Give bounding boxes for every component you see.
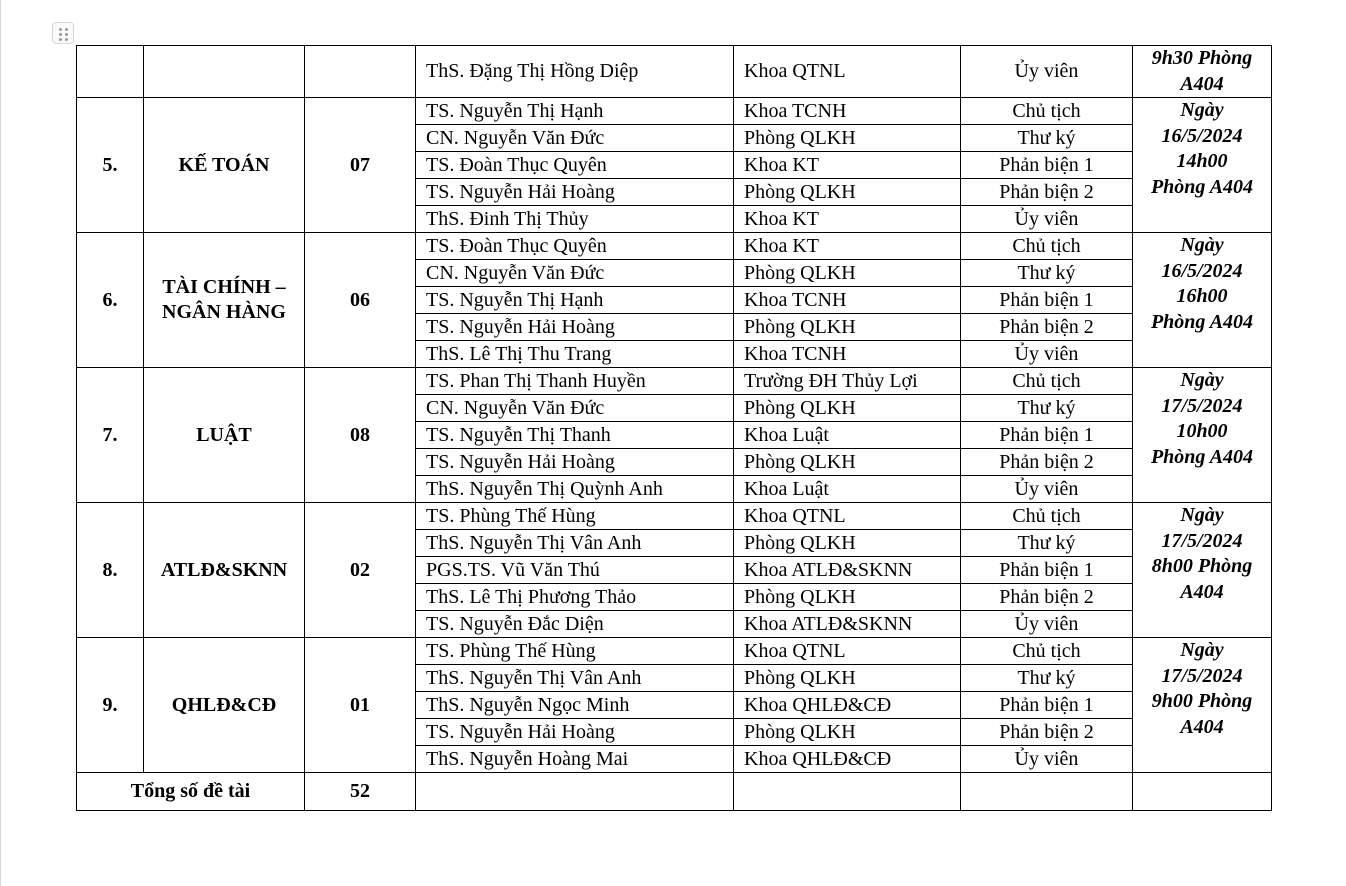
member-unit: Phòng QLKH — [734, 719, 961, 746]
table-drag-handle-icon[interactable] — [52, 22, 74, 44]
schedule-line: 17/5/2024 — [1161, 394, 1243, 417]
schedule-line: A404 — [1180, 715, 1224, 738]
member-unit: Phòng QLKH — [734, 449, 961, 476]
schedule-line: 9h00 Phòng — [1151, 690, 1253, 712]
schedule-line: Phòng A404 — [1150, 175, 1254, 198]
member-name: TS. Phùng Thế Hùng — [416, 638, 734, 665]
page-left-edge — [0, 0, 1, 886]
group-topic-count: 06 — [305, 233, 416, 368]
member-role: Ủy viên — [961, 46, 1133, 98]
member-role: Phản biện 1 — [961, 287, 1133, 314]
group-topic-count: 07 — [305, 98, 416, 233]
member-role: Phản biện 1 — [961, 557, 1133, 584]
member-name: TS. Nguyễn Thị Thanh — [416, 422, 734, 449]
member-name: TS. Phan Thị Thanh Huyền — [416, 368, 734, 395]
member-role: Phản biện 1 — [961, 152, 1133, 179]
member-name: TS. Nguyễn Hải Hoàng — [416, 449, 734, 476]
member-unit: Khoa KT — [734, 206, 961, 233]
member-role: Phản biện 2 — [961, 314, 1133, 341]
member-unit: Phòng QLKH — [734, 260, 961, 287]
total-empty-cell — [734, 773, 961, 811]
member-role: Chủ tịch — [961, 638, 1133, 665]
member-unit: Khoa QTNL — [734, 638, 961, 665]
member-role: Ủy viên — [961, 746, 1133, 773]
member-role: Phản biện 2 — [961, 584, 1133, 611]
schedule-line: Ngày — [1180, 369, 1224, 391]
member-name: TS. Đoàn Thục Quyên — [416, 152, 734, 179]
member-row — [77, 368, 1272, 395]
member-row — [77, 98, 1272, 125]
schedule-line: Phòng A404 — [1150, 310, 1254, 333]
member-role: Phản biện 2 — [961, 719, 1133, 746]
group-schedule — [1133, 503, 1272, 638]
member-unit: Khoa ATLĐ&SKNN — [734, 557, 961, 584]
group-topic-count — [305, 46, 416, 98]
member-unit: Khoa ATLĐ&SKNN — [734, 611, 961, 638]
member-name: ThS. Nguyễn Thị Vân Anh — [416, 530, 734, 557]
member-role: Chủ tịch — [961, 368, 1133, 395]
member-role: Thư ký — [961, 665, 1133, 692]
group-schedule — [1133, 233, 1272, 368]
group-major: TÀI CHÍNH – NGÂN HÀNG — [144, 233, 305, 368]
member-name: ThS. Nguyễn Ngọc Minh — [416, 692, 734, 719]
schedule-line: Ngày — [1180, 99, 1224, 121]
member-unit: Phòng QLKH — [734, 584, 961, 611]
schedule-line: Phòng A404 — [1150, 445, 1254, 468]
schedule-line: Ngày — [1180, 234, 1224, 256]
member-role: Chủ tịch — [961, 503, 1133, 530]
committee-table-body — [77, 46, 1272, 811]
member-unit: Khoa Luật — [734, 422, 961, 449]
schedule-line: 8h00 Phòng — [1151, 555, 1253, 577]
schedule-line: 14h00 — [1176, 150, 1228, 172]
member-unit: Phòng QLKH — [734, 395, 961, 422]
member-row — [77, 46, 1272, 98]
total-empty-cell — [416, 773, 734, 811]
member-unit: Phòng QLKH — [734, 665, 961, 692]
member-unit: Khoa QHLĐ&CĐ — [734, 692, 961, 719]
member-name: PGS.TS. Vũ Văn Thú — [416, 557, 734, 584]
member-role: Chủ tịch — [961, 98, 1133, 125]
group-major — [144, 46, 305, 98]
group-major: KẾ TOÁN — [144, 98, 305, 233]
group-major: LUẬT — [144, 368, 305, 503]
member-role: Thư ký — [961, 530, 1133, 557]
member-unit: Khoa QTNL — [734, 503, 961, 530]
schedule-line: Ngày — [1180, 639, 1224, 661]
group-schedule — [1133, 368, 1272, 503]
member-unit: Khoa QTNL — [734, 46, 961, 98]
total-value: 52 — [305, 773, 416, 811]
member-unit: Khoa TCNH — [734, 98, 961, 125]
member-unit: Khoa Luật — [734, 476, 961, 503]
member-name: TS. Nguyễn Thị Hạnh — [416, 287, 734, 314]
schedule-line: 10h00 — [1176, 420, 1228, 442]
member-unit: Phòng QLKH — [734, 530, 961, 557]
member-role: Ủy viên — [961, 611, 1133, 638]
member-name: CN. Nguyễn Văn Đức — [416, 260, 734, 287]
member-name: ThS. Nguyễn Thị Quỳnh Anh — [416, 476, 734, 503]
member-unit: Khoa KT — [734, 233, 961, 260]
member-role: Ủy viên — [961, 206, 1133, 233]
schedule-line: 9h30 Phòng — [1151, 47, 1253, 69]
member-name: ThS. Lê Thị Phương Thảo — [416, 584, 734, 611]
member-name: TS. Nguyễn Hải Hoàng — [416, 314, 734, 341]
group-number: 8. — [77, 503, 144, 638]
total-row — [77, 773, 1272, 811]
member-unit: Phòng QLKH — [734, 314, 961, 341]
member-role: Phản biện 2 — [961, 449, 1133, 476]
total-empty-cell — [961, 773, 1133, 811]
member-name: ThS. Đinh Thị Thủy — [416, 206, 734, 233]
member-unit: Khoa QHLĐ&CĐ — [734, 746, 961, 773]
member-role: Ủy viên — [961, 341, 1133, 368]
committee-table — [76, 45, 1272, 811]
group-schedule — [1133, 638, 1272, 773]
schedule-line: Ngày — [1180, 504, 1224, 526]
member-role: Thư ký — [961, 125, 1133, 152]
member-name: CN. Nguyễn Văn Đức — [416, 125, 734, 152]
group-number: 5. — [77, 98, 144, 233]
group-schedule — [1133, 98, 1272, 233]
member-name: ThS. Đặng Thị Hồng Diệp — [416, 46, 734, 98]
member-unit: Trường ĐH Thủy Lợi — [734, 368, 961, 395]
member-role: Phản biện 2 — [961, 179, 1133, 206]
member-unit: Khoa TCNH — [734, 341, 961, 368]
member-role: Ủy viên — [961, 476, 1133, 503]
member-role: Phản biện 1 — [961, 422, 1133, 449]
member-role: Phản biện 1 — [961, 692, 1133, 719]
member-name: TS. Phùng Thế Hùng — [416, 503, 734, 530]
group-topic-count: 01 — [305, 638, 416, 773]
group-number: 7. — [77, 368, 144, 503]
schedule-line: 16h00 — [1176, 285, 1228, 307]
schedule-line: 17/5/2024 — [1161, 529, 1243, 552]
member-role: Thư ký — [961, 395, 1133, 422]
total-empty-cell — [1133, 773, 1272, 811]
group-number: 9. — [77, 638, 144, 773]
schedule-line: A404 — [1180, 580, 1224, 603]
group-topic-count: 02 — [305, 503, 416, 638]
member-unit: Khoa TCNH — [734, 287, 961, 314]
member-name: ThS. Nguyễn Hoàng Mai — [416, 746, 734, 773]
member-row — [77, 638, 1272, 665]
member-name: TS. Đoàn Thục Quyên — [416, 233, 734, 260]
member-unit: Phòng QLKH — [734, 125, 961, 152]
schedule-line: 16/5/2024 — [1161, 259, 1243, 282]
member-unit: Khoa KT — [734, 152, 961, 179]
total-label: Tổng số đề tài — [77, 773, 305, 811]
member-unit: Phòng QLKH — [734, 179, 961, 206]
member-role: Chủ tịch — [961, 233, 1133, 260]
group-number: 6. — [77, 233, 144, 368]
member-role: Thư ký — [961, 260, 1133, 287]
schedule-line: A404 — [1180, 72, 1224, 95]
group-number — [77, 46, 144, 98]
member-name: TS. Nguyễn Hải Hoàng — [416, 719, 734, 746]
group-topic-count: 08 — [305, 368, 416, 503]
member-name: ThS. Nguyễn Thị Vân Anh — [416, 665, 734, 692]
member-name: TS. Nguyễn Hải Hoàng — [416, 179, 734, 206]
group-major: ATLĐ&SKNN — [144, 503, 305, 638]
member-name: CN. Nguyễn Văn Đức — [416, 395, 734, 422]
member-row — [77, 233, 1272, 260]
member-name: TS. Nguyễn Thị Hạnh — [416, 98, 734, 125]
group-major: QHLĐ&CĐ — [144, 638, 305, 773]
member-row — [77, 503, 1272, 530]
member-name: ThS. Lê Thị Thu Trang — [416, 341, 734, 368]
schedule-line: 17/5/2024 — [1161, 664, 1243, 687]
group-schedule — [1133, 46, 1272, 98]
member-name: TS. Nguyễn Đắc Diện — [416, 611, 734, 638]
schedule-line: 16/5/2024 — [1161, 124, 1243, 147]
